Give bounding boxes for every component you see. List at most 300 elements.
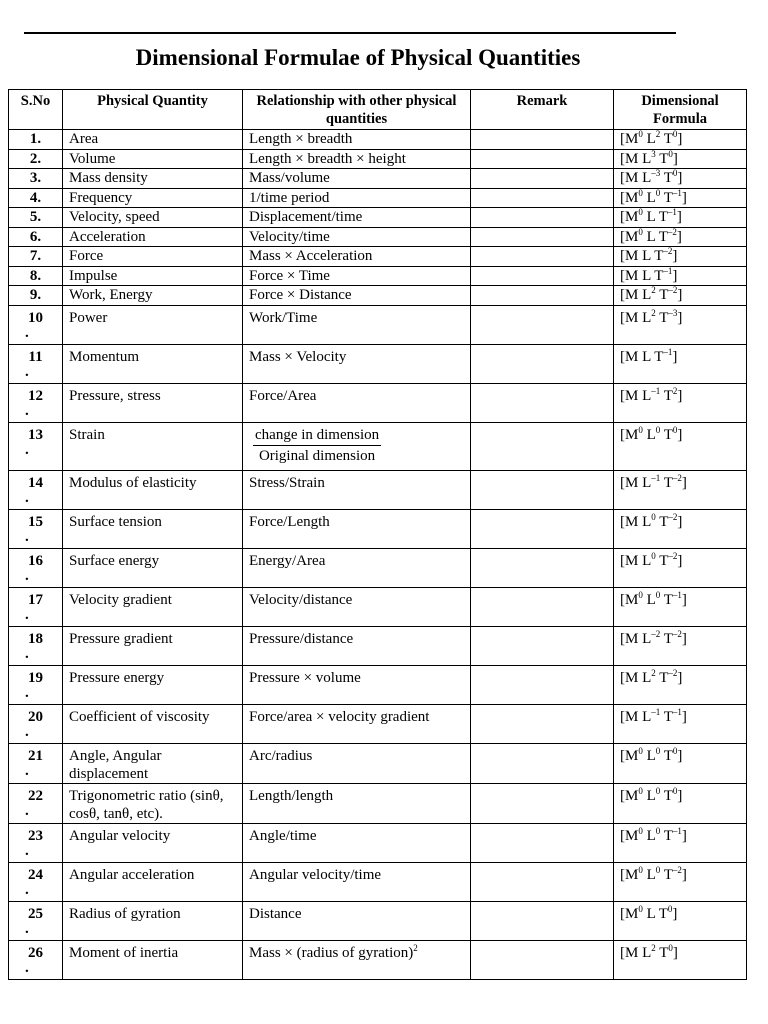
formula-exponent: 0 xyxy=(638,785,643,796)
formula-symbol: L xyxy=(646,426,656,443)
relationship-text: Length × breadth × height xyxy=(249,150,406,167)
row-remark xyxy=(471,266,614,286)
formula-symbol: M xyxy=(625,513,639,530)
table-row xyxy=(9,862,747,901)
table-row xyxy=(9,548,747,587)
formula-symbol: T xyxy=(663,131,673,147)
header-row xyxy=(9,90,747,130)
row-remark xyxy=(471,344,614,383)
formula-symbol: L xyxy=(642,387,652,404)
table-row xyxy=(9,247,747,267)
row-sno-dot: . xyxy=(25,528,29,545)
row-remark xyxy=(471,422,614,470)
row-relationship xyxy=(243,227,471,247)
row-relationship xyxy=(243,149,471,169)
formula-symbol: L xyxy=(642,348,651,365)
row-sno xyxy=(9,823,63,862)
formula-symbol: T xyxy=(658,209,668,225)
row-dimensional-formula: [M L $T^{-2}$] xyxy=(614,247,747,267)
relationship-text: Length × breadth xyxy=(249,131,353,147)
table-row xyxy=(9,169,747,189)
row-sno: 1. xyxy=(9,130,63,150)
formula-symbol: T xyxy=(654,248,664,264)
formula-exponent: –1 xyxy=(667,207,677,217)
row-sno-dot: . xyxy=(25,842,29,859)
table-row xyxy=(9,286,747,306)
row-sno xyxy=(9,862,63,901)
formula-exponent: –2 xyxy=(672,864,682,875)
relationship-text: Mass × (radius of gyration) xyxy=(249,944,414,961)
table-row xyxy=(9,587,747,626)
table-row xyxy=(9,305,747,344)
row-physical-quantity: Impulse xyxy=(63,266,243,286)
row-sno-dot: . xyxy=(25,324,29,341)
table-row xyxy=(9,470,747,509)
row-remark xyxy=(471,901,614,940)
row-sno xyxy=(9,509,63,548)
formula-exponent: 2 xyxy=(651,667,656,678)
formula-symbol: T xyxy=(663,474,673,491)
row-physical-quantity: Radius of gyration xyxy=(63,901,243,940)
table-row xyxy=(9,704,747,743)
row-sno-number: 20 xyxy=(28,708,43,725)
formula-exponent: –3 xyxy=(668,307,678,318)
row-dimensional-formula: [M $L^2$ $T^{-2}$] xyxy=(614,665,747,704)
row-relationship xyxy=(243,305,471,344)
formula-symbol: L xyxy=(646,747,656,764)
formula-exponent: 0 xyxy=(651,511,656,522)
row-remark xyxy=(471,169,614,189)
formula-exponent: –1 xyxy=(663,266,673,276)
row-sno-number: 26 xyxy=(28,944,43,961)
relationship-text: Energy/Area xyxy=(249,552,326,569)
relationship-text: Mass × Velocity xyxy=(249,348,347,365)
formula-exponent: –1 xyxy=(672,825,682,836)
row-physical-quantity: Strain xyxy=(63,422,243,470)
row-physical-quantity: Coefficient of viscosity xyxy=(63,704,243,743)
top-rule xyxy=(24,32,676,34)
row-dimensional-formula: [M $L^{-1}$ $T^{-1}$] xyxy=(614,704,747,743)
formula-exponent: 0 xyxy=(672,129,678,139)
row-physical-quantity: Velocity gradient xyxy=(63,587,243,626)
row-dimensional-formula: [M $L^2$ $T^{-2}$] xyxy=(614,286,747,306)
formula-symbol: L xyxy=(642,944,652,961)
formula-symbol: T xyxy=(659,287,669,303)
dimensional-formulae-table xyxy=(8,89,747,980)
formula-symbol: M xyxy=(625,669,639,686)
formula-symbol: M xyxy=(625,189,639,206)
row-sno-dot: . xyxy=(25,802,29,819)
row-sno-number: 11 xyxy=(28,348,43,365)
row-relationship xyxy=(243,940,471,979)
formula-exponent: –1 xyxy=(651,706,661,717)
formula-exponent: 0 xyxy=(655,424,661,435)
page-title: Dimensional Formulae of Physical Quantities xyxy=(135,45,581,70)
row-remark xyxy=(471,470,614,509)
formula-exponent: 0 xyxy=(655,864,661,875)
row-physical-quantity: Trigonometric ratio (sinθ, cosθ, tanθ, etc). xyxy=(63,783,243,823)
formula-symbol: M xyxy=(625,944,639,961)
row-sno xyxy=(9,587,63,626)
formula-symbol: M xyxy=(625,348,639,365)
formula-exponent: –2 xyxy=(663,246,673,256)
row-sno xyxy=(9,548,63,587)
formula-symbol: T xyxy=(663,591,673,608)
relationship-text: Force × Time xyxy=(249,267,330,284)
formula-symbol: T xyxy=(659,944,669,961)
formula-exponent: –2 xyxy=(672,628,682,639)
row-sno: 2. xyxy=(9,149,63,169)
row-remark xyxy=(471,743,614,783)
relationship-text: Displacement/time xyxy=(249,209,363,225)
formula-symbol: L xyxy=(646,189,656,206)
relationship-text: Arc/radius xyxy=(249,747,313,764)
row-sno: 6. xyxy=(9,227,63,247)
row-sno-dot: . xyxy=(25,441,29,458)
row-dimensional-formula: [M $L^0$ $T^{-2}$] xyxy=(614,509,747,548)
formula-exponent: 0 xyxy=(655,188,661,198)
row-physical-quantity: Work, Energy xyxy=(63,286,243,306)
row-relationship xyxy=(243,665,471,704)
header-dimensional-formula: Dimensional Formula xyxy=(614,90,747,130)
row-relationship xyxy=(243,743,471,783)
row-physical-quantity: Volume xyxy=(63,149,243,169)
formula-exponent: 0 xyxy=(638,129,643,139)
formula-symbol: M xyxy=(625,267,639,284)
formula-symbol: T xyxy=(658,228,668,245)
relationship-text: Stress/Strain xyxy=(249,474,325,491)
formula-exponent: –1 xyxy=(663,346,673,357)
formula-symbol: T xyxy=(659,669,669,686)
formula-exponent: –2 xyxy=(668,550,678,561)
formula-symbol: L xyxy=(642,287,652,303)
formula-symbol: M xyxy=(625,248,639,264)
formula-symbol: T xyxy=(663,387,673,404)
table-row xyxy=(9,509,747,548)
formula-symbol: M xyxy=(625,552,639,569)
formula-symbol: T xyxy=(663,866,673,883)
formula-symbol: M xyxy=(625,591,639,608)
formula-exponent: 0 xyxy=(638,589,643,600)
formula-exponent: –1 xyxy=(672,706,682,717)
row-sno-dot: . xyxy=(25,606,29,623)
row-relationship xyxy=(243,901,471,940)
row-remark xyxy=(471,704,614,743)
formula-symbol: T xyxy=(663,747,673,764)
formula-exponent: 0 xyxy=(651,550,656,561)
row-sno xyxy=(9,383,63,422)
formula-exponent: 0 xyxy=(668,149,673,159)
formula-exponent: 0 xyxy=(638,903,643,914)
row-physical-quantity: Moment of inertia xyxy=(63,940,243,979)
formula-exponent: 0 xyxy=(638,825,643,836)
row-sno-number: 25 xyxy=(28,905,43,922)
row-physical-quantity: Pressure energy xyxy=(63,665,243,704)
row-remark xyxy=(471,509,614,548)
relationship-text: Force × Distance xyxy=(249,287,352,303)
row-remark xyxy=(471,587,614,626)
relationship-text: Angular velocity/time xyxy=(249,866,382,883)
row-sno: 4. xyxy=(9,188,63,208)
row-sno-dot: . xyxy=(25,920,29,937)
row-physical-quantity: Angular acceleration xyxy=(63,862,243,901)
row-physical-quantity: Power xyxy=(63,305,243,344)
row-physical-quantity: Force xyxy=(63,247,243,267)
relationship-text: Velocity/time xyxy=(249,228,330,245)
relationship-text: Length/length xyxy=(249,787,334,804)
row-sno xyxy=(9,665,63,704)
row-physical-quantity: Angle, Angular displacement xyxy=(63,743,243,783)
relationship-exponent: 2 xyxy=(413,942,418,953)
row-relationship xyxy=(243,422,471,470)
row-dimensional-formula: [$M^0$ L $T^{-2}$] xyxy=(614,227,747,247)
formula-symbol: T xyxy=(663,189,673,206)
formula-symbol: L xyxy=(646,827,656,844)
row-relationship xyxy=(243,626,471,665)
table-row xyxy=(9,783,747,823)
row-dimensional-formula: [M $L^{-1}$ $T^2$] xyxy=(614,383,747,422)
formula-exponent: –2 xyxy=(672,472,682,483)
row-relationship xyxy=(243,266,471,286)
row-relationship xyxy=(243,470,471,509)
formula-symbol: L xyxy=(642,630,652,647)
formula-exponent: –2 xyxy=(651,628,661,639)
table-row xyxy=(9,422,747,470)
row-relationship xyxy=(243,247,471,267)
table-row xyxy=(9,823,747,862)
formula-symbol: L xyxy=(642,248,651,264)
formula-symbol: L xyxy=(646,591,656,608)
row-sno xyxy=(9,305,63,344)
formula-symbol: T xyxy=(658,905,668,922)
formula-symbol: L xyxy=(646,866,656,883)
row-physical-quantity: Frequency xyxy=(63,188,243,208)
formula-symbol: T xyxy=(663,827,673,844)
row-relationship xyxy=(243,509,471,548)
formula-exponent: 0 xyxy=(638,424,643,435)
relationship-fraction xyxy=(253,426,381,465)
formula-exponent: –1 xyxy=(672,589,682,600)
formula-symbol: L xyxy=(646,905,656,922)
row-sno xyxy=(9,470,63,509)
formula-symbol: T xyxy=(654,348,664,365)
row-dimensional-formula: [M $L^{-3}$ $T^0$] xyxy=(614,169,747,189)
row-sno: 8. xyxy=(9,266,63,286)
formula-exponent: 0 xyxy=(655,825,661,836)
row-sno-dot: . xyxy=(25,567,29,584)
formula-symbol: T xyxy=(659,150,669,167)
fraction-numerator: change in dimension xyxy=(253,426,381,446)
formula-exponent: 0 xyxy=(655,589,661,600)
table-row xyxy=(9,940,747,979)
row-relationship xyxy=(243,704,471,743)
formula-exponent: 0 xyxy=(638,745,643,756)
row-physical-quantity: Momentum xyxy=(63,344,243,383)
row-sno-number: 19 xyxy=(28,669,43,686)
formula-symbol: L xyxy=(642,309,652,326)
formula-symbol: L xyxy=(642,708,652,725)
row-physical-quantity: Mass density xyxy=(63,169,243,189)
row-remark xyxy=(471,940,614,979)
formula-exponent: –2 xyxy=(667,227,677,237)
relationship-text: Force/Length xyxy=(249,513,330,530)
row-dimensional-formula: [$M^0$ L $T^0$] xyxy=(614,901,747,940)
formula-symbol: L xyxy=(642,150,652,167)
formula-symbol: T xyxy=(663,426,673,443)
row-relationship xyxy=(243,548,471,587)
row-relationship xyxy=(243,130,471,150)
row-physical-quantity: Angular velocity xyxy=(63,823,243,862)
row-sno-number: 18 xyxy=(28,630,43,647)
row-sno-dot: . xyxy=(25,363,29,380)
row-remark xyxy=(471,130,614,150)
row-dimensional-formula: [M $L^2$ $T^{-3}$] xyxy=(614,305,747,344)
formula-symbol: M xyxy=(625,827,639,844)
row-dimensional-formula: [$M^0$ $L^0$ $T^0$] xyxy=(614,422,747,470)
formula-symbol: T xyxy=(659,513,669,530)
row-sno-number: 22 xyxy=(28,787,43,804)
formula-symbol: M xyxy=(625,905,639,922)
fraction-denominator: Original dimension xyxy=(258,447,376,464)
table-row xyxy=(9,901,747,940)
relationship-text: Pressure × volume xyxy=(249,669,361,686)
header-relationship: Relationship with other physical quantities xyxy=(243,90,471,130)
row-relationship xyxy=(243,188,471,208)
row-sno-number: 10 xyxy=(28,309,43,326)
formula-symbol: M xyxy=(625,309,639,326)
row-sno xyxy=(9,901,63,940)
relationship-text: Angle/time xyxy=(249,827,317,844)
formula-symbol: M xyxy=(625,170,639,186)
row-dimensional-formula: [$M^0$ $L^0$ $T^0$] xyxy=(614,783,747,823)
row-sno-dot: . xyxy=(25,723,29,740)
row-sno-dot: . xyxy=(25,959,29,976)
row-sno-number: 15 xyxy=(28,513,43,530)
row-sno xyxy=(9,626,63,665)
row-dimensional-formula: [M $L^{-1}$ $T^{-2}$] xyxy=(614,470,747,509)
table-row xyxy=(9,743,747,783)
formula-exponent: 3 xyxy=(651,149,656,159)
formula-symbol: L xyxy=(642,669,652,686)
table-row xyxy=(9,626,747,665)
formula-exponent: 0 xyxy=(638,864,643,875)
row-remark xyxy=(471,823,614,862)
formula-exponent: 0 xyxy=(668,942,673,953)
row-remark xyxy=(471,208,614,228)
formula-symbol: M xyxy=(625,747,639,764)
relationship-text: Mass × Acceleration xyxy=(249,248,373,264)
row-sno xyxy=(9,783,63,823)
table-body xyxy=(9,130,747,980)
row-physical-quantity: Area xyxy=(63,130,243,150)
row-sno-number: 13 xyxy=(28,426,43,443)
formula-symbol: L xyxy=(642,552,652,569)
formula-symbol: M xyxy=(625,228,639,245)
formula-exponent: 0 xyxy=(655,785,661,796)
row-sno-dot: . xyxy=(25,762,29,779)
row-dimensional-formula: [M L $T^{-1}$] xyxy=(614,266,747,286)
row-remark xyxy=(471,305,614,344)
row-physical-quantity: Surface tension xyxy=(63,509,243,548)
row-physical-quantity: Pressure gradient xyxy=(63,626,243,665)
row-relationship xyxy=(243,783,471,823)
row-physical-quantity: Velocity, speed xyxy=(63,208,243,228)
formula-exponent: 0 xyxy=(638,227,643,237)
row-sno-number: 21 xyxy=(28,747,43,764)
formula-symbol: M xyxy=(625,787,639,804)
relationship-text: Force/Area xyxy=(249,387,317,404)
formula-symbol: M xyxy=(625,426,639,443)
relationship-text: Distance xyxy=(249,905,302,922)
formula-symbol: M xyxy=(625,866,639,883)
header-sno: S.No xyxy=(9,90,63,130)
row-remark xyxy=(471,227,614,247)
formula-exponent: –2 xyxy=(668,285,678,295)
row-relationship xyxy=(243,208,471,228)
formula-exponent: –1 xyxy=(651,385,661,396)
row-dimensional-formula: [M L $T^{-1}$] xyxy=(614,344,747,383)
row-dimensional-formula: [$M^0$ L $T^{-1}$] xyxy=(614,208,747,228)
formula-exponent: 0 xyxy=(672,745,678,756)
table-row xyxy=(9,188,747,208)
row-dimensional-formula: [M $L^3$ $T^0$] xyxy=(614,149,747,169)
formula-exponent: 2 xyxy=(651,307,656,318)
header-physical-quantity: Physical Quantity xyxy=(63,90,243,130)
formula-symbol: T xyxy=(663,170,673,186)
row-dimensional-formula: [$M^0$ $L^0$ $T^{-1}$] xyxy=(614,823,747,862)
formula-symbol: M xyxy=(625,150,639,167)
formula-exponent: 0 xyxy=(638,207,643,217)
row-sno-dot: . xyxy=(25,489,29,506)
row-sno-number: 23 xyxy=(28,827,43,844)
row-sno-number: 24 xyxy=(28,866,43,883)
formula-symbol: L xyxy=(642,170,652,186)
formula-symbol: L xyxy=(646,787,656,804)
row-sno xyxy=(9,422,63,470)
formula-symbol: M xyxy=(625,708,639,725)
row-remark xyxy=(471,548,614,587)
row-relationship xyxy=(243,286,471,306)
row-sno-number: 17 xyxy=(28,591,43,608)
table-row xyxy=(9,149,747,169)
formula-symbol: L xyxy=(646,228,656,245)
row-dimensional-formula: [$M^0$ $L^0$ $T^{-1}$] xyxy=(614,587,747,626)
table-row xyxy=(9,266,747,286)
row-dimensional-formula: [$M^0$ $L^0$ $T^{-2}$] xyxy=(614,862,747,901)
formula-exponent: 2 xyxy=(672,385,678,396)
table-row xyxy=(9,130,747,150)
table-row xyxy=(9,208,747,228)
row-dimensional-formula: [$M^0$ $L^0$ $T^{-1}$] xyxy=(614,188,747,208)
row-dimensional-formula: [M $L^0$ $T^{-2}$] xyxy=(614,548,747,587)
row-sno xyxy=(9,940,63,979)
formula-exponent: 2 xyxy=(651,285,656,295)
formula-symbol: L xyxy=(642,474,652,491)
formula-exponent: 2 xyxy=(651,942,656,953)
header-remark: Remark xyxy=(471,90,614,130)
row-remark xyxy=(471,286,614,306)
formula-exponent: –2 xyxy=(668,511,678,522)
row-sno-dot: . xyxy=(25,684,29,701)
row-relationship xyxy=(243,823,471,862)
relationship-text: Mass/volume xyxy=(249,170,330,186)
formula-symbol: T xyxy=(654,267,664,284)
formula-symbol: M xyxy=(625,209,639,225)
row-relationship xyxy=(243,587,471,626)
row-remark xyxy=(471,188,614,208)
row-sno xyxy=(9,743,63,783)
row-relationship xyxy=(243,383,471,422)
